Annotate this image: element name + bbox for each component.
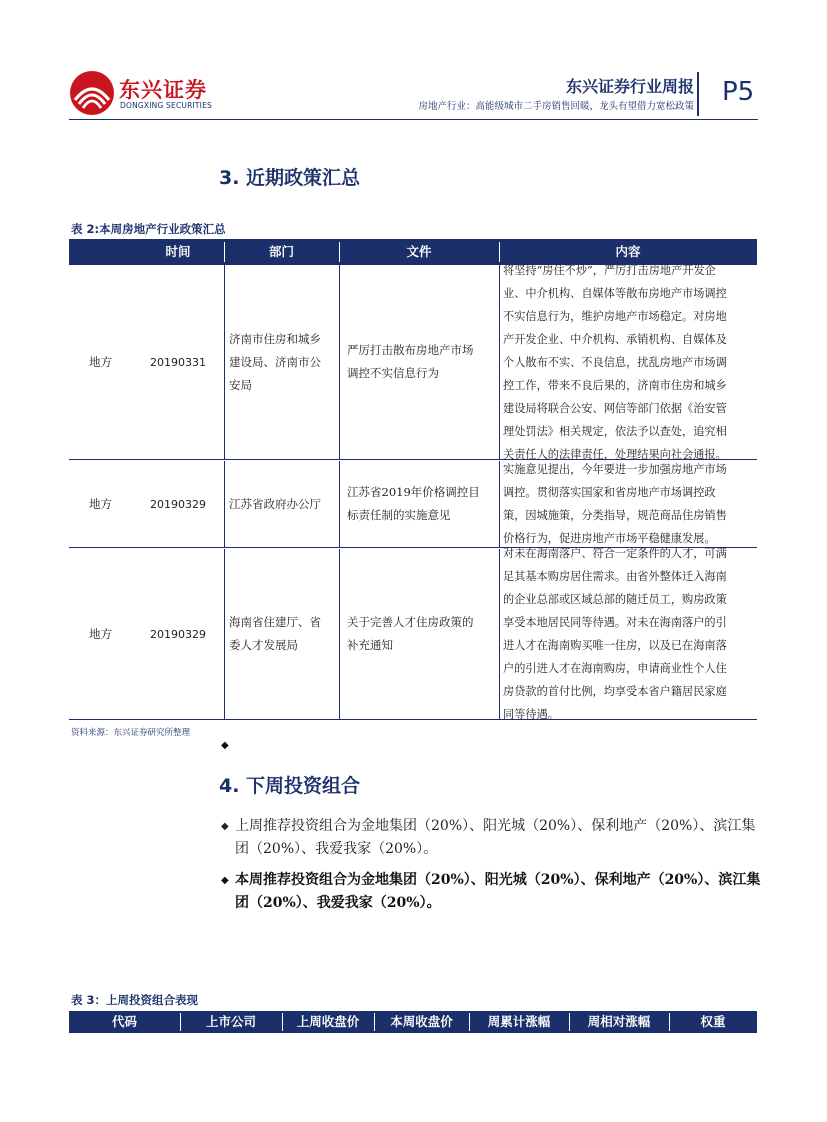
col-header-company: 上市公司 [205,1014,256,1029]
table-2-caption: 表 2:本周房地产行业政策汇总 [71,222,226,236]
row-type: 地方 [89,626,112,641]
diamond-bullet-icon: ◆ [221,875,229,886]
col-header-last-close: 上周收盘价 [296,1014,360,1029]
report-title: 东兴证券行业周报 [565,77,694,96]
company-logo [69,70,212,115]
row-date: 20190331 [150,355,206,369]
row-dept: 江苏省政府办公厅 [229,496,321,511]
section-4-title: 4. 下周投资组合 [219,775,361,797]
row-content: 对未在海南落户、符合一定条件的人才，可满 足其基本购房居住需求。由省外整体迁入海南 的企业总部或区域总部的随迁员工，购房政策 享受本地居民同等待遇。对未在海南落户的引 进人才在海南购买唯一住房，以及已在海南落 户的引进人才在海南购房，申请商业性个人住 房贷款的首付比例，均享受本省户籍居民家庭 同等待遇。 [503,547,727,721]
bullet-this-week-portfolio: ◆ 本周推荐投资组合为金地集团（20%）、阳光城（20%）、保利地产（20%）、滨江集团（20%）、我爱我家（20%）。 [221,869,761,915]
table-row [69,265,757,460]
col-header-this-close: 本周收盘价 [390,1014,453,1029]
row-content: 实施意见提出，今年要进一步加强房地产市场 调控。贯彻落实国家和省房地产市场调控政 策，因城施策，分类指导，规范商品住房销售 价格行为，促进房地产市场平稳健康发展。 [503,463,727,545]
page-number: P5 [722,77,755,107]
row-file: 关于完善人才住房政策的 补充通知 [347,615,474,652]
row-type: 地方 [89,354,112,369]
table-2-source: 资料来源：东兴证券研究所整理 [71,728,191,738]
row-file: 严厉打击散布房地产市场 调控不实信息行为 [347,343,474,380]
table-row [69,549,757,720]
col-header-time: 时间 [165,244,191,259]
row-type: 地方 [89,496,112,511]
diamond-bullet-icon: ◆ [221,821,229,832]
diamond-bullet-icon: ◆ [221,740,229,751]
col-header-weight: 权重 [700,1014,726,1029]
table-3-caption: 表 3：上周投资组合表现 [71,993,199,1007]
row-dept: 济南市住房和城乡 建设局、济南市公 安局 [229,331,321,392]
section-3-title: 3. 近期政策汇总 [219,167,361,189]
col-header-content: 内容 [615,244,641,259]
col-header-dept: 部门 [268,244,294,259]
header-divider [697,72,699,116]
row-date: 20190329 [150,627,206,641]
col-header-file: 文件 [406,244,432,259]
row-content: 将坚持“房住不炒”，严厉打击房地产开发企 业、中介机构、自媒体等散布房地产市场调控 不实信息行为，维护房地产市场稳定。对房地 产开发企业、中介机构、承销机构、自媒体及 个人散布不实、不良信息，扰乱房地产市场调 控工作，带来不良后果的，济南市住房和城乡 建设局将联合公安、网信等部门依据《治安管 理处罚法》相关规定，依法予以查处，追究相 关责任人的法律责任，处理结果向社会通报。 [503,263,727,461]
report-subtitle: 房地产行业：高能级城市二手房销售回暖，龙头有望借力宽松政策 [418,101,694,112]
col-header-code: 代码 [111,1014,137,1029]
table-row [69,461,757,548]
row-date: 20190329 [150,497,206,511]
bullet-last-week-portfolio: ◆ 上周推荐投资组合为金地集团（20%）、阳光城（20%）、保利地产（20%）、滨江集团（20%）、我爱我家（20%）。 [221,815,761,861]
row-file: 江苏省2019年价格调控目 标责任制的实施意见 [347,485,480,522]
col-header-weekly-gain: 周累计涨幅 [487,1014,551,1029]
header-rule [69,119,758,120]
table-3-header [69,1011,757,1033]
col-header-relative-gain: 周相对涨幅 [587,1014,651,1029]
row-dept: 海南省住建厅、省 委人才发展局 [229,615,321,652]
dongxing-logo-icon [69,70,115,116]
logo-chinese-name: 东兴证券 [119,78,207,102]
logo-english-name: DONGXING SECURITIES [120,101,212,110]
